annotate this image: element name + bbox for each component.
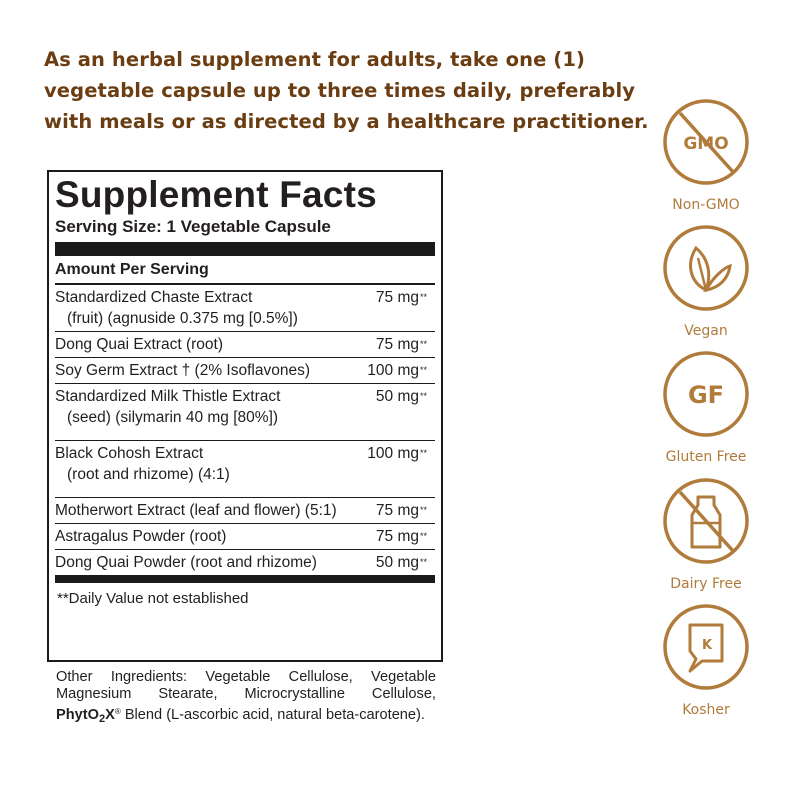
badge-label: Gluten Free	[665, 449, 747, 465]
dv-mark: **	[419, 505, 427, 515]
ingredient-amount: 75 mg	[375, 502, 419, 519]
facts-row	[55, 441, 435, 498]
ingredient-name: Standardized Milk Thistle Extract	[55, 388, 281, 405]
dv-mark: **	[419, 391, 427, 401]
ingredient-name: Astragalus Powder (root)	[55, 528, 227, 545]
other-ingredients-text: Other Ingredients: Vegetable Cellulose, Vegetable Magnesium Stearate, Microcrystalline Cellulose,	[56, 669, 436, 702]
facts-title: Supplement Facts	[55, 174, 377, 215]
badge-label: Kosher	[682, 702, 730, 718]
ingredient-name: Soy Germ Extract † (2% Isoflavones)	[55, 362, 310, 379]
brand-part: PhytO	[56, 707, 99, 723]
ingredient-name: Motherwort Extract (leaf and flower) (5:1)	[55, 502, 337, 519]
ingredient-amount: 50 mg	[375, 388, 419, 405]
vegan-leaf-icon	[662, 224, 750, 312]
ingredient-name: Standardized Chaste Extract	[55, 289, 253, 306]
facts-row	[55, 285, 435, 332]
facts-row	[55, 332, 435, 358]
dairy-free-icon	[662, 477, 750, 565]
facts-row	[55, 358, 435, 384]
ingredient-amount: 75 mg	[375, 289, 419, 306]
brand-part: X	[105, 707, 115, 723]
badge-vegan	[651, 224, 761, 339]
facts-row	[55, 550, 435, 575]
kosher-icon	[662, 603, 750, 691]
badge-inner-text: GF	[687, 381, 725, 409]
ingredient-detail: (fruit) (agnuside 0.375 mg [0.5%])	[67, 310, 298, 327]
facts-row	[55, 524, 435, 550]
directions-line: vegetable capsule up to three times daily, preferably	[44, 79, 636, 102]
ingredient-amount: 50 mg	[375, 554, 419, 571]
badge-kosher	[651, 603, 761, 718]
dv-mark: **	[419, 531, 427, 541]
badge-label: Dairy Free	[670, 576, 742, 592]
ingredient-detail: (seed) (silymarin 40 mg [80%])	[67, 409, 279, 426]
amount-per-serving-header: Amount Per Serving	[55, 256, 435, 285]
badge-label: Vegan	[684, 323, 728, 339]
gluten-free-icon	[662, 350, 750, 438]
other-ingredients	[56, 669, 436, 728]
badge-inner-text: GMO	[683, 134, 729, 154]
ingredient-name: Dong Quai Extract (root)	[55, 336, 223, 353]
dv-mark: **	[419, 557, 427, 567]
facts-row	[55, 384, 435, 441]
facts-row	[55, 498, 435, 524]
badge-non-gmo	[651, 98, 761, 213]
directions-text	[44, 44, 649, 137]
ingredient-amount: 75 mg	[375, 336, 419, 353]
ingredient-detail: (root and rhizome) (4:1)	[67, 466, 230, 483]
dv-mark: **	[419, 365, 427, 375]
badge-gluten-free	[651, 350, 761, 465]
serving-size: Serving Size: 1 Vegetable Capsule	[55, 217, 331, 236]
divider-bar	[55, 575, 435, 583]
directions-line: with meals or as directed by a healthcare practitioner.	[44, 110, 649, 133]
dv-mark: **	[419, 292, 427, 302]
ingredient-name: Dong Quai Powder (root and rhizome)	[55, 554, 317, 571]
badge-inner-text: K	[701, 638, 713, 653]
brand-name	[56, 707, 121, 723]
ingredient-amount: 75 mg	[375, 528, 419, 545]
ingredient-amount: 100 mg	[367, 445, 419, 462]
ingredient-amount: 100 mg	[367, 362, 419, 379]
other-ingredients-text: Blend (L-ascorbic acid, natural beta-carotene).	[124, 707, 425, 723]
brand-subscript: 2	[98, 713, 106, 725]
supplement-facts-panel	[47, 170, 443, 662]
divider-bar	[55, 242, 435, 256]
dv-mark: **	[419, 448, 427, 458]
non-gmo-icon	[662, 98, 750, 186]
dv-mark: **	[419, 339, 427, 349]
ingredient-name: Black Cohosh Extract	[55, 445, 204, 462]
badge-dairy-free	[651, 477, 761, 592]
directions-line: As an herbal supplement for adults, take one (1)	[44, 48, 586, 71]
badge-label: Non-GMO	[672, 197, 740, 213]
registered-mark: ®	[114, 707, 121, 716]
facts-footnote: **Daily Value not established	[57, 590, 249, 607]
